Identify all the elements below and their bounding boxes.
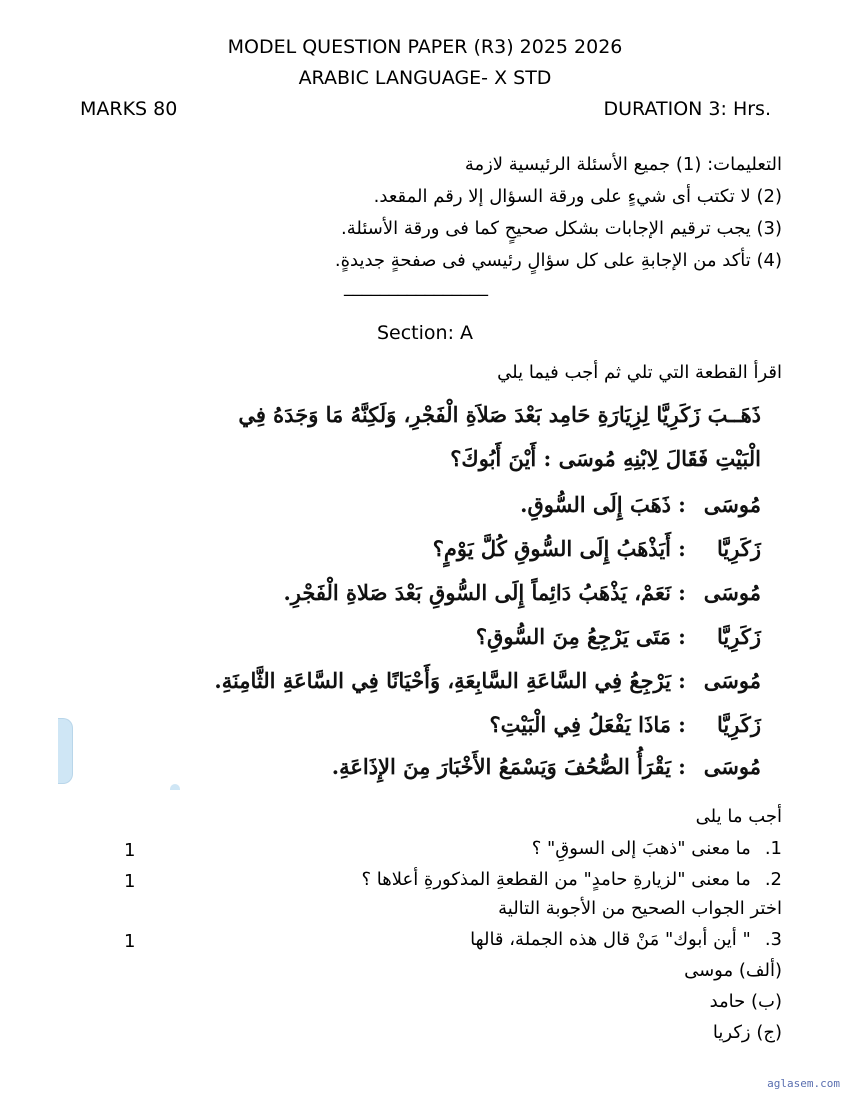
question-mark: 1 bbox=[124, 871, 136, 892]
instruction-2: (2) لا تكتب أى شيءٍ على ورقة السؤال إلا رقم المقعد. bbox=[373, 186, 782, 207]
questions-heading: أجب ما يلى bbox=[695, 806, 782, 827]
dialogue-line bbox=[433, 536, 761, 561]
question-number: 3. bbox=[764, 929, 782, 950]
dialogue-colon: : bbox=[678, 580, 686, 605]
dialogue-line bbox=[214, 668, 761, 693]
choose-heading: اختر الجواب الصحيح من الأجوبة التالية bbox=[498, 898, 782, 919]
dialogue-text: نَعَمْ، يَذْهَبُ دَائِماً إِلَى السُّوقِ بَعْدَ صَلاةِ الْفَجْرِ. bbox=[283, 580, 671, 605]
question-mark: 1 bbox=[124, 840, 136, 861]
dialogue-speaker: مُوسَى bbox=[703, 668, 761, 693]
question-1 bbox=[532, 838, 782, 859]
question-text: ما معنى "ذهبَ إلى السوقِ" ؟ bbox=[531, 838, 751, 859]
instruction-1: التعليمات: (1) جميع الأسئلة الرئيسية لازمة bbox=[464, 154, 782, 175]
passage-instruction: اقرأ القطعة التي تلي ثم أجب فيما يلي bbox=[497, 362, 782, 383]
paper-title: MODEL QUESTION PAPER (R3) 2025 2026 bbox=[227, 36, 623, 58]
question-mark: 1 bbox=[124, 931, 136, 952]
dialogue-colon: : bbox=[678, 536, 686, 561]
question-number: 2. bbox=[764, 869, 782, 890]
illustration-fragment bbox=[58, 718, 73, 784]
instruction-3: (3) يجب ترقيم الإجابات بشكل صحيحٍ كما فى ورقة الأسئلة. bbox=[341, 218, 782, 239]
question-2 bbox=[361, 869, 782, 890]
dialogue-text: ذَهَبَ إِلَى السُّوقِ. bbox=[520, 492, 671, 517]
dialogue-line bbox=[476, 624, 761, 649]
dialogue-colon: : bbox=[678, 624, 686, 649]
dialogue-speaker: زَكَرِيَّا bbox=[717, 624, 761, 649]
question-text: " أين أبوك" مَنْ قال هذه الجملة، قالها bbox=[470, 929, 751, 950]
instruction-4: (4) تأكد من الإجابةِ على كل سؤالٍ رئيسي فى صفحةٍ جديدةٍ. bbox=[334, 250, 782, 271]
paper-subtitle: ARABIC LANGUAGE- X STD bbox=[298, 67, 552, 89]
dialogue-colon: : bbox=[678, 668, 686, 693]
passage-intro-line-2: الْبَيْتِ فَقَالَ لِابْنِهِ مُوسَى : أَيْنَ أَبُوكَ؟ bbox=[450, 446, 761, 471]
question-number: 1. bbox=[764, 838, 782, 859]
mcq-option: (ب) حامد bbox=[709, 991, 782, 1012]
dialogue-line bbox=[490, 712, 761, 737]
marks-label: MARKS 80 bbox=[80, 98, 178, 120]
dialogue-speaker: مُوسَى bbox=[703, 580, 761, 605]
mcq-option: (ألف) موسى bbox=[684, 960, 782, 981]
dialogue-colon: : bbox=[678, 492, 686, 517]
dialogue-line bbox=[332, 754, 761, 779]
dialogue-line bbox=[520, 492, 761, 517]
passage-intro-line-1: ذَهَــبَ زَكَرِيَّا لِزِيَارَةِ حَامِد بَعْدَ صَلاَةِ الْفَجْرِ، وَلَكِنَّهُ مَا وَجَدَهُ فِي bbox=[238, 402, 761, 427]
dialogue-speaker: زَكَرِيَّا bbox=[717, 536, 761, 561]
reading-passage bbox=[58, 398, 783, 790]
dialogue-colon: : bbox=[678, 754, 686, 779]
dialogue-text: أَيَذْهَبُ إِلَى السُّوقِ كُلَّ يَوْمٍ؟ bbox=[432, 536, 671, 561]
question-text: ما معنى "لزيارةِ حامدٍ" من القطعةِ المذكورةِ أعلاها ؟ bbox=[361, 869, 751, 890]
duration-label: DURATION 3: Hrs. bbox=[603, 98, 771, 120]
mcq-option: (ج) زكريا bbox=[712, 1022, 782, 1043]
dialogue-text: يَرْجِعُ فِي السَّاعَةِ السَّابِعَةِ، وَأَحْيَانًا فِي السَّاعَةِ الثَّامِنَةِ. bbox=[214, 668, 671, 693]
section-heading: Section: A bbox=[376, 322, 474, 344]
watermark: aglasem.com bbox=[767, 1077, 840, 1090]
dialogue-speaker: مُوسَى bbox=[703, 754, 761, 779]
dialogue-text: مَتَى يَرْجِعُ مِنَ السُّوقِ؟ bbox=[475, 624, 671, 649]
dialogue-colon: : bbox=[678, 712, 686, 737]
dialogue-text: مَاذَا يَفْعَلُ فِي الْبَيْتِ؟ bbox=[489, 712, 671, 737]
dialogue-text: يَقْرَأُ الصُّحُفَ وَيَسْمَعُ الأَخْبَارَ مِنَ الإِذَاعَةِ. bbox=[331, 754, 671, 779]
divider-line: ________________ bbox=[344, 276, 488, 297]
question-3 bbox=[470, 929, 782, 950]
illustration-fragment bbox=[170, 784, 180, 790]
dialogue-speaker: مُوسَى bbox=[703, 492, 761, 517]
dialogue-line bbox=[283, 580, 761, 605]
dialogue-speaker: زَكَرِيَّا bbox=[717, 712, 761, 737]
